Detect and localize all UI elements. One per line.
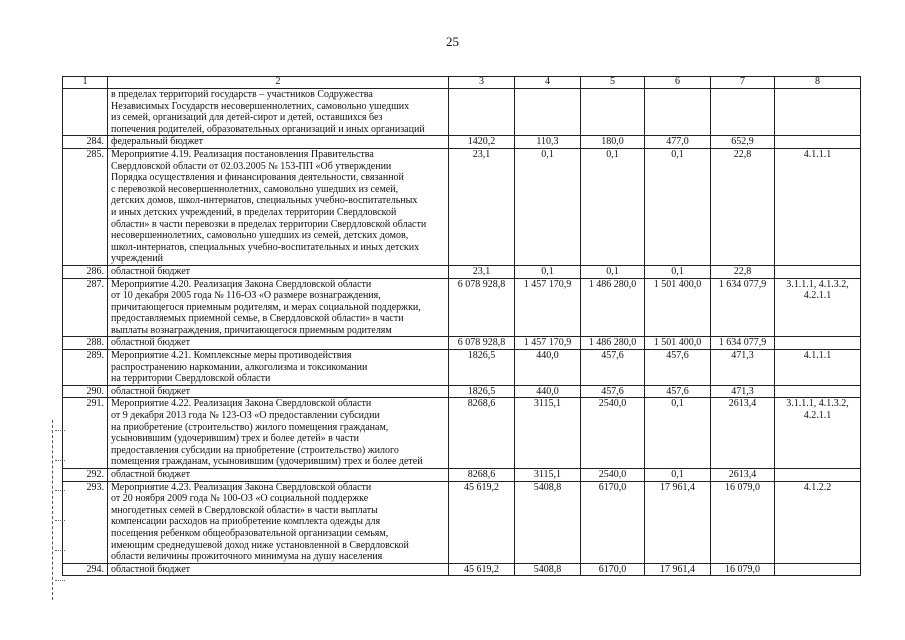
description-line: Порядка осуществления и финансирования деятельности, связанной bbox=[111, 172, 404, 184]
description-line: имеющим среднедушевой доход ниже установленной в Свердловской bbox=[111, 539, 409, 551]
target-code: 3.1.1.1, 4.1.3.2, 4.2.1.1 bbox=[775, 278, 861, 337]
description-line: школ-интернатов, специальных учебно-воспитательных и иных детских bbox=[111, 241, 420, 253]
target-code bbox=[775, 563, 861, 576]
col-header: 8 bbox=[775, 77, 861, 89]
description-line: учреждений bbox=[111, 253, 163, 265]
description-line: на территории Свердловской области bbox=[111, 373, 271, 385]
row-number bbox=[63, 89, 108, 136]
col-header: 6 bbox=[645, 77, 711, 89]
value-cell: 457,6 bbox=[581, 385, 645, 398]
target-code: 4.1.2.2 bbox=[775, 481, 861, 563]
target-code: 3.1.1.1, 4.1.3.2, 4.2.1.1 bbox=[775, 398, 861, 469]
row-description bbox=[108, 337, 449, 350]
table-row bbox=[63, 278, 861, 337]
table-row bbox=[63, 563, 861, 576]
value-cell: 0,1 bbox=[515, 148, 581, 265]
description-line: Мероприятие 4.19. Реализация постановления Правительства bbox=[111, 148, 374, 160]
row-number: 290. bbox=[63, 385, 108, 398]
value-cell: 17 961,4 bbox=[645, 481, 711, 563]
value-cell: 1826,5 bbox=[449, 385, 515, 398]
description-line: областной бюджет bbox=[111, 385, 191, 397]
target-code bbox=[775, 337, 861, 350]
col-header: 7 bbox=[711, 77, 775, 89]
table-row bbox=[63, 89, 861, 136]
description-line: Мероприятие 4.21. Комплексные меры противодействия bbox=[111, 350, 352, 362]
value-cell: 6 078 928,8 bbox=[449, 337, 515, 350]
row-description bbox=[108, 481, 449, 563]
description-line: посещения ребенком общеобразовательной организации семьям, bbox=[111, 527, 389, 539]
col-header: 2 bbox=[108, 77, 449, 89]
description-line: попечения родителей, образовательных организаций и иных организаций bbox=[111, 123, 425, 135]
value-cell: 457,6 bbox=[581, 350, 645, 386]
col-header: 1 bbox=[63, 77, 108, 89]
value-cell bbox=[515, 89, 581, 136]
row-description bbox=[108, 265, 449, 278]
value-cell: 1 501 400,0 bbox=[645, 278, 711, 337]
table-row bbox=[63, 148, 861, 265]
value-cell: 3115,1 bbox=[515, 469, 581, 482]
value-cell: 22,8 bbox=[711, 265, 775, 278]
value-cell: 2613,4 bbox=[711, 398, 775, 469]
row-number: 293. bbox=[63, 481, 108, 563]
row-number: 287. bbox=[63, 278, 108, 337]
description-line: несовершеннолетних, самовольно ушедших из семей, детских домов, bbox=[111, 230, 409, 242]
description-line: помещения гражданам, усыновившим (удочерившим) трех и более детей bbox=[111, 456, 423, 468]
value-cell: 1 457 170,9 bbox=[515, 278, 581, 337]
value-cell: 180,0 bbox=[581, 136, 645, 149]
table-row bbox=[63, 337, 861, 350]
description-line: причитающегося приемным родителям, и мерах социальной поддержки, bbox=[111, 301, 421, 313]
value-cell: 6 078 928,8 bbox=[449, 278, 515, 337]
header-row bbox=[63, 77, 861, 89]
description-line: области величины прожиточного минимума на душу населения bbox=[111, 551, 383, 563]
description-line: Независимых Государств несовершеннолетних, самовольно ушедших bbox=[111, 100, 410, 112]
target-code bbox=[775, 469, 861, 482]
description-line: из семей, организаций для детей-сирот и детей, оставшихся без bbox=[111, 112, 383, 124]
value-cell: 1420,2 bbox=[449, 136, 515, 149]
table-row bbox=[63, 350, 861, 386]
description-line: усыновившим (удочерившим) трех и более детей» в части bbox=[111, 433, 359, 445]
value-cell: 1 486 280,0 bbox=[581, 337, 645, 350]
value-cell: 0,1 bbox=[581, 265, 645, 278]
value-cell: 477,0 bbox=[645, 136, 711, 149]
description-line: областной бюджет bbox=[111, 469, 191, 480]
value-cell: 1 486 280,0 bbox=[581, 278, 645, 337]
table-row bbox=[63, 469, 861, 482]
row-number: 289. bbox=[63, 350, 108, 386]
row-description bbox=[108, 89, 449, 136]
description-line: от 20 ноября 2009 года № 100-ОЗ «О социальной поддержке bbox=[111, 493, 369, 505]
row-description bbox=[108, 136, 449, 149]
target-code bbox=[775, 265, 861, 278]
value-cell bbox=[645, 89, 711, 136]
row-description bbox=[108, 350, 449, 386]
description-line: выплаты вознаграждения, причитающегося приемным родителям bbox=[111, 324, 392, 336]
target-code bbox=[775, 385, 861, 398]
value-cell: 2540,0 bbox=[581, 398, 645, 469]
row-number: 291. bbox=[63, 398, 108, 469]
row-description bbox=[108, 385, 449, 398]
col-header: 4 bbox=[515, 77, 581, 89]
value-cell: 457,6 bbox=[645, 385, 711, 398]
target-code bbox=[775, 136, 861, 149]
row-number: 294. bbox=[63, 563, 108, 576]
target-code: 4.1.1.1 bbox=[775, 148, 861, 265]
description-line: области» в части перевозки в пределах территории Свердловской области bbox=[111, 218, 427, 230]
description-line: в пределах территорий государств – участников Содружества bbox=[111, 89, 373, 100]
description-line: Мероприятие 4.23. Реализация Закона Свердловской области bbox=[111, 481, 372, 493]
budget-table bbox=[62, 76, 861, 576]
description-line: и иных детских учреждений, в пределах территории Свердловской bbox=[111, 206, 397, 218]
description-line: федеральный бюджет bbox=[111, 136, 204, 148]
value-cell: 45 619,2 bbox=[449, 481, 515, 563]
value-cell: 22,8 bbox=[711, 148, 775, 265]
value-cell: 652,9 bbox=[711, 136, 775, 149]
value-cell: 0,1 bbox=[581, 148, 645, 265]
value-cell: 1 634 077,9 bbox=[711, 337, 775, 350]
description-line: Мероприятие 4.22. Реализация Закона Свердловской области bbox=[111, 398, 372, 410]
table-row bbox=[63, 136, 861, 149]
target-code: 4.1.1.1 bbox=[775, 350, 861, 386]
value-cell: 457,6 bbox=[645, 350, 711, 386]
row-number: 284. bbox=[63, 136, 108, 149]
value-cell: 110,3 bbox=[515, 136, 581, 149]
row-description bbox=[108, 148, 449, 265]
value-cell bbox=[711, 89, 775, 136]
col-header: 3 bbox=[449, 77, 515, 89]
value-cell: 0,1 bbox=[515, 265, 581, 278]
row-number: 288. bbox=[63, 337, 108, 350]
value-cell: 1 501 400,0 bbox=[645, 337, 711, 350]
value-cell: 0,1 bbox=[645, 148, 711, 265]
description-line: распространению наркомании, алкоголизма и токсикомании bbox=[111, 361, 368, 373]
row-description bbox=[108, 469, 449, 482]
row-number: 292. bbox=[63, 469, 108, 482]
value-cell: 6170,0 bbox=[581, 563, 645, 576]
value-cell: 5408,8 bbox=[515, 563, 581, 576]
value-cell: 45 619,2 bbox=[449, 563, 515, 576]
description-line: Свердловской области от 02.03.2005 № 153-ПП «Об утверждении bbox=[111, 160, 392, 172]
value-cell bbox=[581, 89, 645, 136]
value-cell: 23,1 bbox=[449, 265, 515, 278]
description-line: областной бюджет bbox=[111, 563, 191, 575]
row-description bbox=[108, 563, 449, 576]
table-row bbox=[63, 385, 861, 398]
description-line: областной бюджет bbox=[111, 337, 191, 349]
description-line: областной бюджет bbox=[111, 265, 191, 277]
description-line: с перевозкой несовершеннолетних, самовольно ушедших из семей, bbox=[111, 183, 399, 195]
row-description bbox=[108, 278, 449, 337]
value-cell: 440,0 bbox=[515, 385, 581, 398]
description-line: Мероприятие 4.20. Реализация Закона Свердловской области bbox=[111, 278, 372, 290]
description-line: от 9 декабря 2013 года № 123-ОЗ «О предоставлении субсидии bbox=[111, 410, 380, 422]
value-cell: 440,0 bbox=[515, 350, 581, 386]
value-cell: 16 079,0 bbox=[711, 481, 775, 563]
table-row bbox=[63, 398, 861, 469]
value-cell: 8268,6 bbox=[449, 398, 515, 469]
value-cell: 1826,5 bbox=[449, 350, 515, 386]
value-cell: 0,1 bbox=[645, 265, 711, 278]
table-row bbox=[63, 481, 861, 563]
value-cell: 1 634 077,9 bbox=[711, 278, 775, 337]
value-cell: 2540,0 bbox=[581, 469, 645, 482]
page-number: 25 bbox=[446, 34, 459, 49]
value-cell: 1 457 170,9 bbox=[515, 337, 581, 350]
value-cell: 471,3 bbox=[711, 350, 775, 386]
col-header: 5 bbox=[581, 77, 645, 89]
value-cell bbox=[449, 89, 515, 136]
description-line: от 10 декабря 2005 года № 116-ОЗ «О размере вознаграждения, bbox=[111, 290, 381, 302]
description-line: многодетных семей в Свердловской области» в части выплаты bbox=[111, 504, 378, 516]
value-cell: 2613,4 bbox=[711, 469, 775, 482]
target-code bbox=[775, 89, 861, 136]
row-number: 285. bbox=[63, 148, 108, 265]
description-line: компенсации расходов на приобретение комплекта одежды для bbox=[111, 516, 381, 528]
value-cell: 5408,8 bbox=[515, 481, 581, 563]
description-line: детских домов, школ-интернатов, специальных учебно-воспитательных bbox=[111, 195, 418, 207]
value-cell: 3115,1 bbox=[515, 398, 581, 469]
description-line: на приобретение (строительство) жилого помещения гражданам, bbox=[111, 421, 389, 433]
row-description bbox=[108, 398, 449, 469]
value-cell: 6170,0 bbox=[581, 481, 645, 563]
table-row bbox=[63, 265, 861, 278]
value-cell: 16 079,0 bbox=[711, 563, 775, 576]
value-cell: 23,1 bbox=[449, 148, 515, 265]
value-cell: 471,3 bbox=[711, 385, 775, 398]
value-cell: 8268,6 bbox=[449, 469, 515, 482]
value-cell: 0,1 bbox=[645, 469, 711, 482]
value-cell: 17 961,4 bbox=[645, 563, 711, 576]
value-cell: 0,1 bbox=[645, 398, 711, 469]
description-line: предоставления субсидии на приобретение (строительство) жилого bbox=[111, 444, 399, 456]
description-line: предоставляемых приемной семье, в Свердловской области» в части bbox=[111, 313, 404, 325]
row-number: 286. bbox=[63, 265, 108, 278]
